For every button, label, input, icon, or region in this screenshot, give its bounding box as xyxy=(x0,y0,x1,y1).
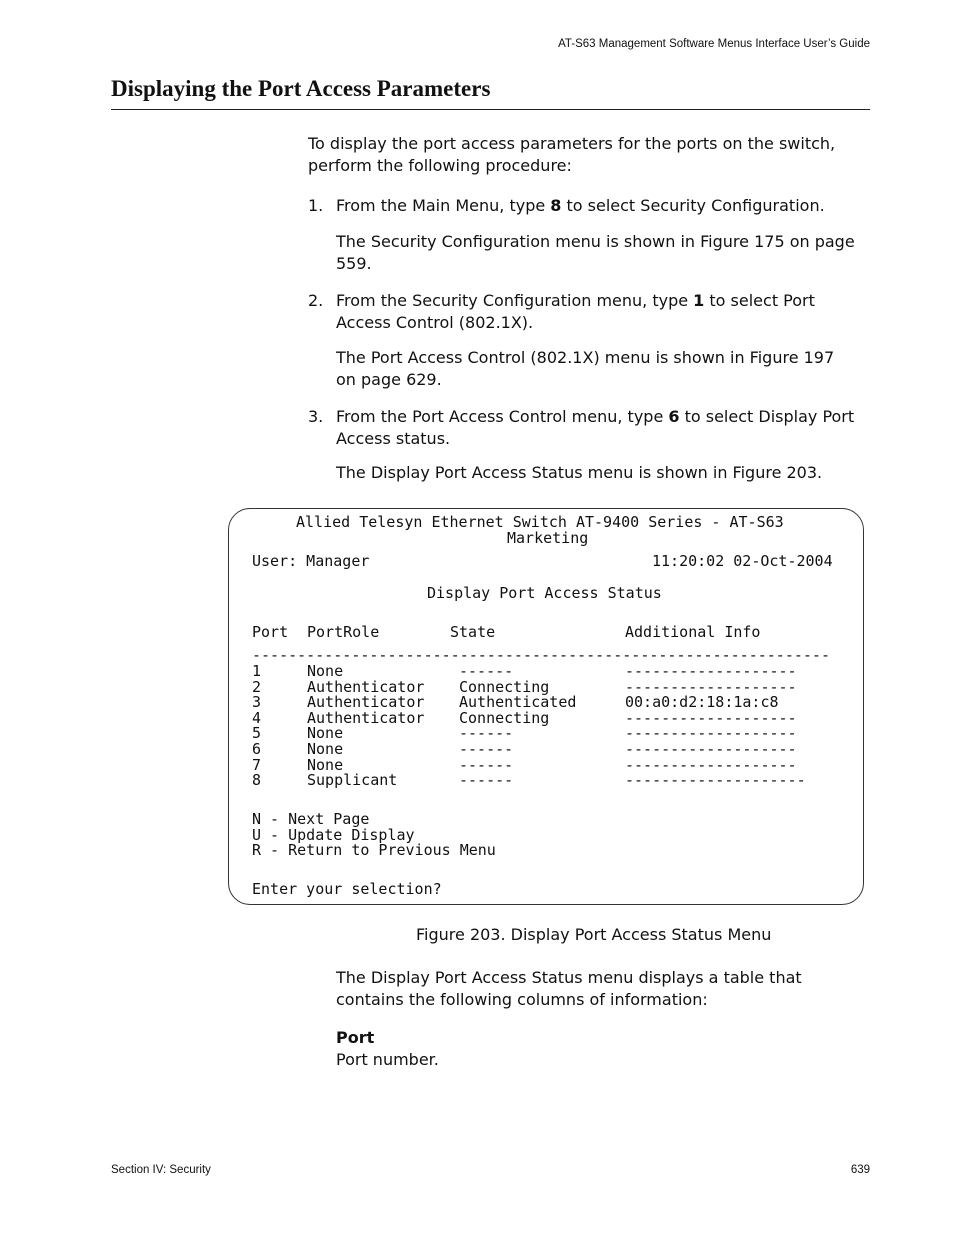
cell-info: ------------------- xyxy=(625,740,797,758)
cell-portrole: Authenticator xyxy=(307,677,425,696)
option-return-menu: R - Return to Previous Menu xyxy=(252,841,496,859)
cell-portrole: Supplicant xyxy=(307,771,398,790)
step-text: From the Port Access Control menu, type 6 to select Display Port Access status. xyxy=(336,407,855,448)
cell-port: 3 xyxy=(252,693,262,712)
title-divider xyxy=(111,109,870,110)
cell-state: ------ xyxy=(459,724,514,743)
cell-state: ------ xyxy=(459,771,514,790)
column-header-info: Additional Info xyxy=(625,623,761,641)
menu-key: 1 xyxy=(693,291,705,310)
cell-state: Connecting xyxy=(459,708,550,727)
cell-port: 8 xyxy=(252,771,262,790)
terminal-datetime: 11:20:02 02-Oct-2004 xyxy=(652,552,833,570)
cell-state: ------ xyxy=(459,662,514,680)
step-number: 1. xyxy=(308,196,324,215)
menu-key: 8 xyxy=(550,196,562,215)
cell-portrole: Authenticator xyxy=(307,708,425,727)
column-header-portrole: PortRole xyxy=(307,623,380,641)
cell-port: 1 xyxy=(252,662,262,680)
step-text: From the Main Menu, type 8 to select Security Configuration. xyxy=(336,196,825,215)
cell-portrole: None xyxy=(307,740,344,758)
cell-info: 00:a0:d2:18:1a:c8 xyxy=(625,693,779,712)
cell-info: ------------------- xyxy=(625,662,797,680)
cell-state: ------ xyxy=(459,755,514,774)
header-guide-title: AT-S63 Management Software Menus Interface User’s Guide xyxy=(558,38,870,50)
cell-info: -------------------- xyxy=(625,771,806,790)
cell-port: 6 xyxy=(252,740,262,758)
option-update-display: U - Update Display xyxy=(252,826,415,844)
terminal-banner: Allied Telesyn Ethernet Switch AT-9400 Series - AT-S63 xyxy=(296,513,784,531)
cell-info: ------------------- xyxy=(625,755,797,774)
terminal-menu-title: Display Port Access Status xyxy=(427,584,662,602)
terminal-banner-sub: Marketing xyxy=(507,529,589,547)
cell-info: ------------------- xyxy=(625,708,797,727)
cell-port: 2 xyxy=(252,677,262,696)
step-1-note: The Security Configuration menu is shown in Figure 175 on page 559. xyxy=(336,232,855,273)
cell-info: ------------------- xyxy=(625,724,797,743)
step-number: 2. xyxy=(308,291,324,310)
step-text: From the Security Configuration menu, type 1 to select Port Access Control (802.1X). xyxy=(336,291,815,332)
option-next-page: N - Next Page xyxy=(252,810,370,828)
intro-paragraph: To display the port access parameters for the ports on the switch, perform the following procedure: xyxy=(308,134,836,175)
cell-portrole: Authenticator xyxy=(307,693,425,712)
step-number: 3. xyxy=(308,407,324,426)
terminal-prompt: Enter your selection? xyxy=(252,880,442,898)
definition-term-port: Port xyxy=(336,1028,375,1047)
terminal-user: User: Manager xyxy=(252,552,370,570)
step-3-note: The Display Port Access Status menu is shown in Figure 203. xyxy=(336,463,823,482)
cell-state: Connecting xyxy=(459,677,550,696)
cell-portrole: None xyxy=(307,662,344,680)
page-number: 639 xyxy=(850,1164,870,1176)
cell-state: Authenticated xyxy=(459,693,577,712)
menu-key: 6 xyxy=(668,407,680,426)
cell-port: 7 xyxy=(252,755,262,774)
cell-port: 4 xyxy=(252,708,262,727)
cell-state: ------ xyxy=(459,740,514,758)
cell-info: ------------------- xyxy=(625,677,797,696)
figure-caption: Figure 203. Display Port Access Status Menu xyxy=(416,925,772,944)
step-2-note: The Port Access Control (802.1X) menu is shown in Figure 197 on page 629. xyxy=(336,348,835,389)
cell-portrole: None xyxy=(307,724,344,743)
table-separator: ---------------------------------------------------------------- xyxy=(252,647,830,663)
terminal-screen xyxy=(228,508,864,905)
cell-portrole: None xyxy=(307,755,344,774)
description-paragraph: The Display Port Access Status menu displays a table that contains the following columns of information: xyxy=(336,968,802,1009)
column-header-port: Port xyxy=(252,623,289,641)
section-title: Displaying the Port Access Parameters xyxy=(111,76,491,101)
cell-port: 5 xyxy=(252,724,262,743)
column-header-state: State xyxy=(450,623,496,641)
definition-port: Port number. xyxy=(336,1050,439,1069)
footer-section: Section IV: Security xyxy=(111,1164,211,1176)
